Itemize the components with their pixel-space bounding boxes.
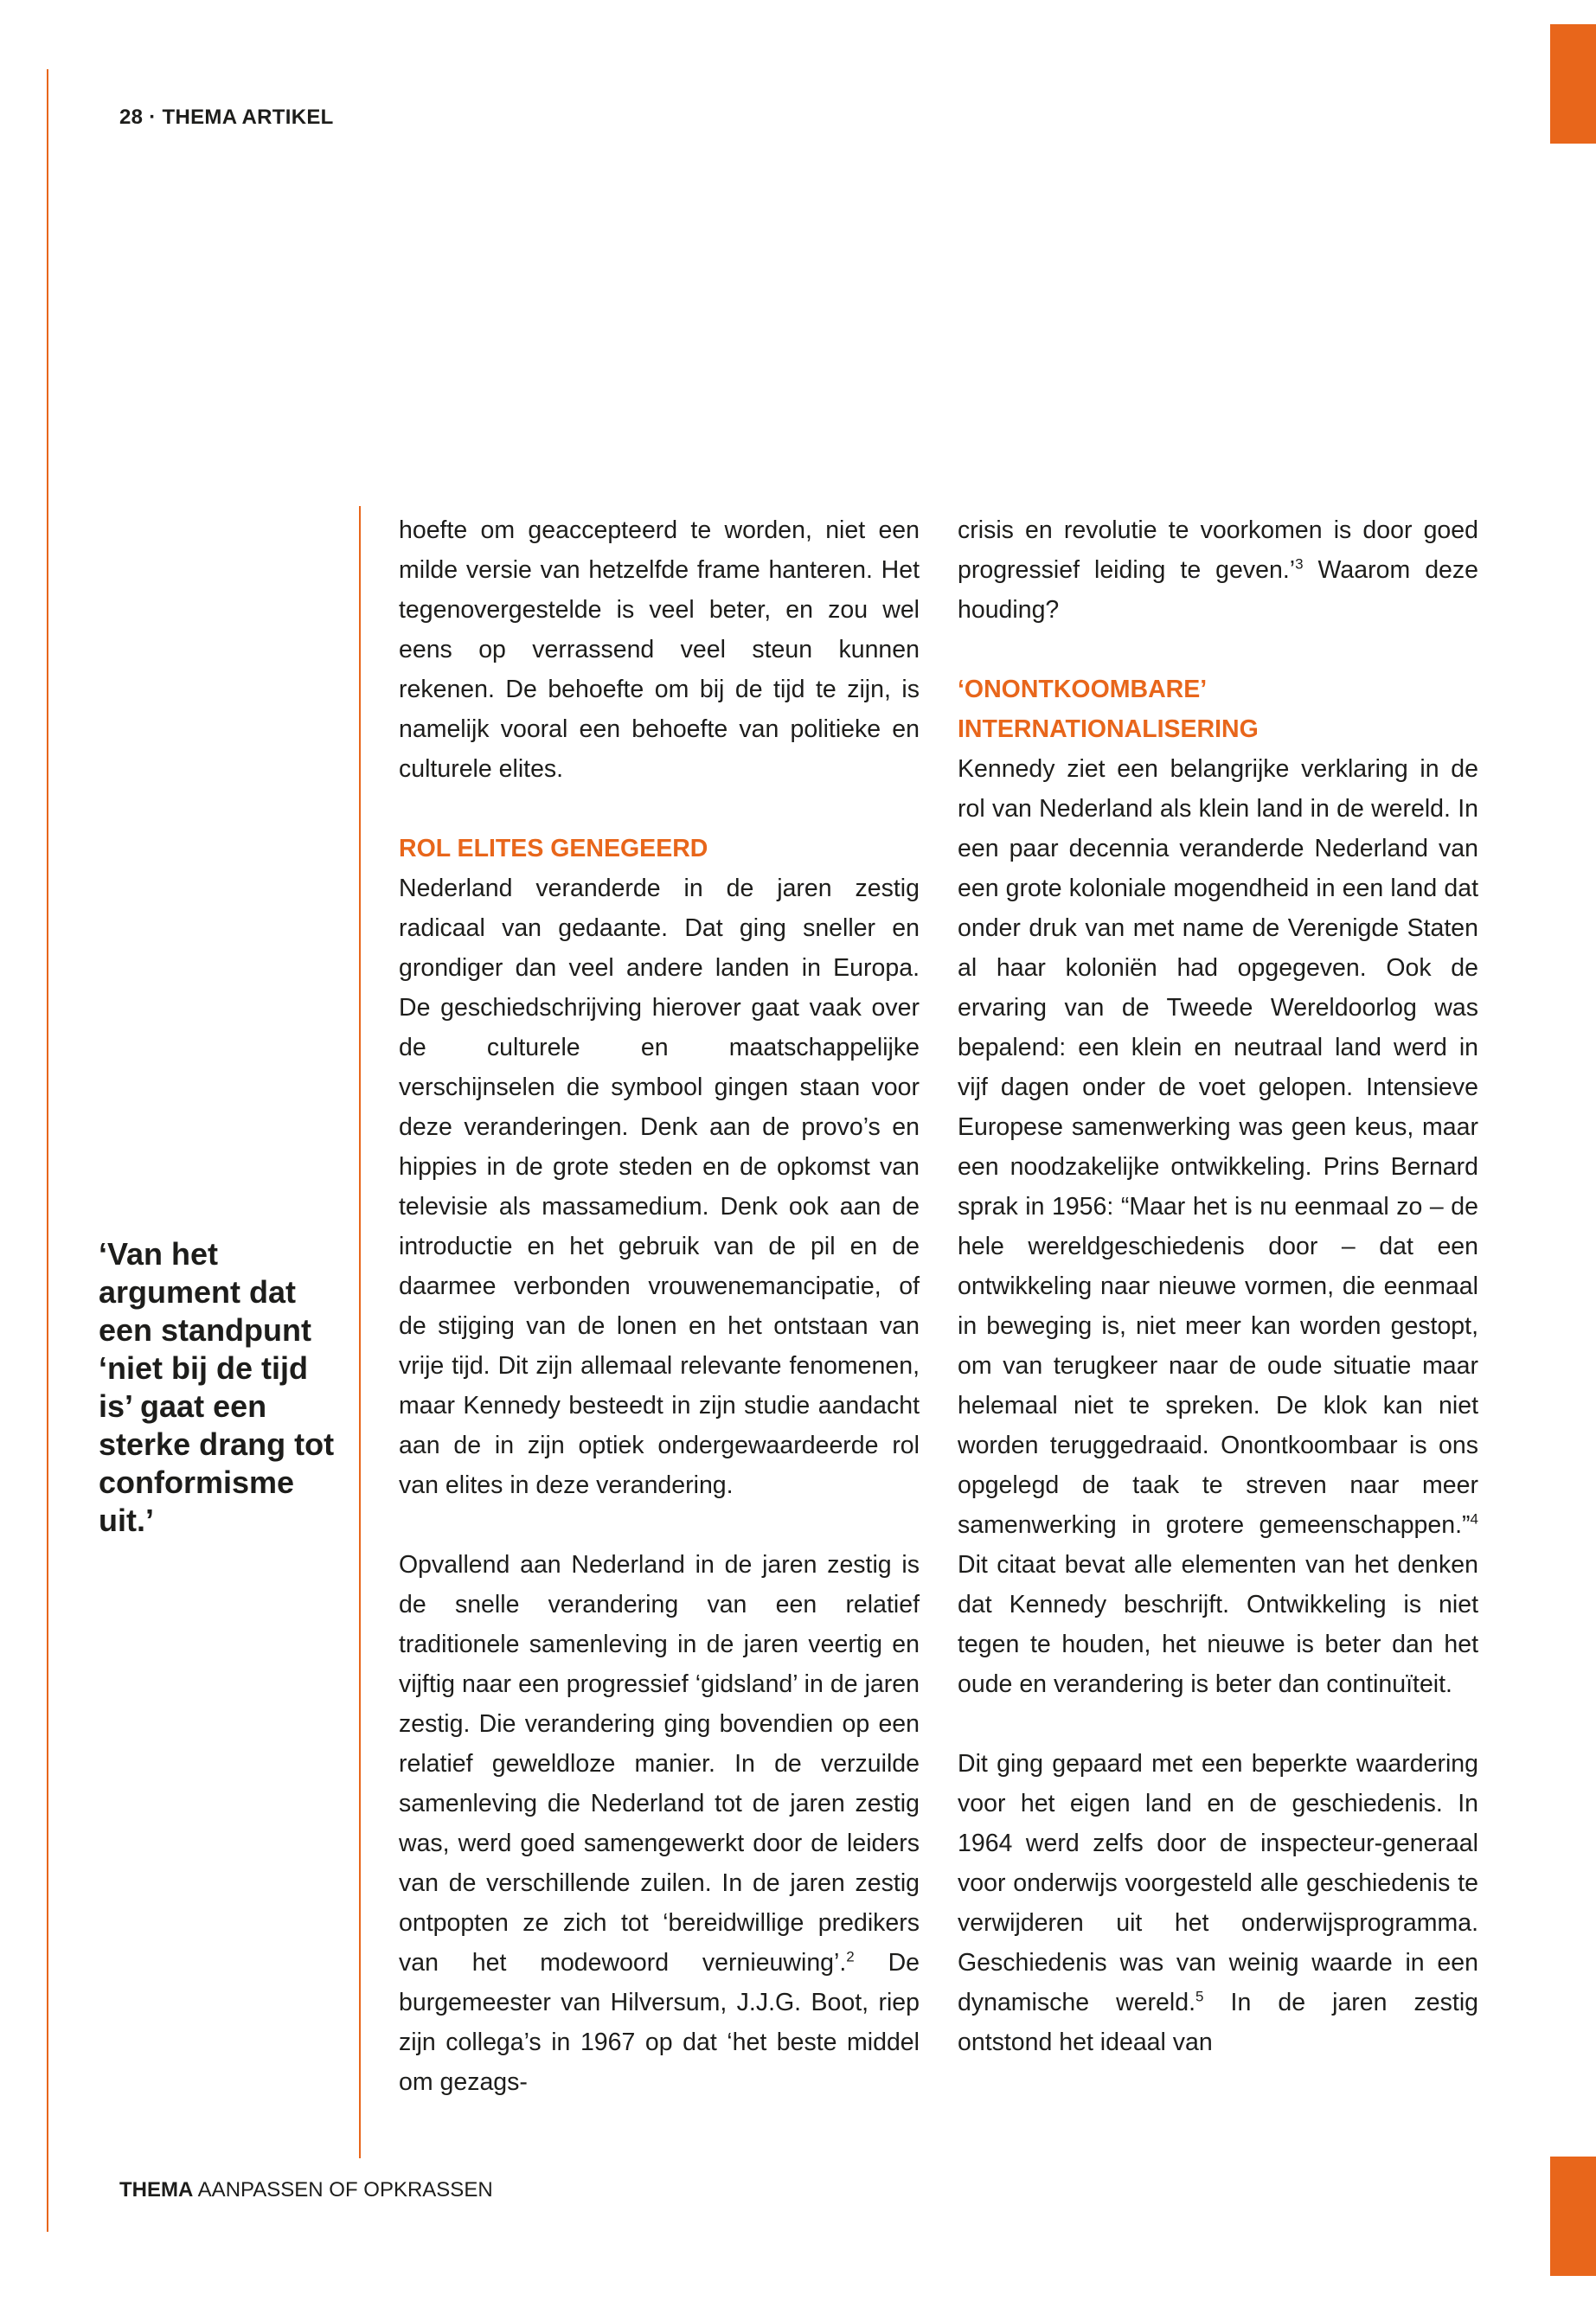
section-label: THEMA ARTIKEL <box>162 106 334 129</box>
section-heading: ROL ELITES GENEGEERD <box>399 835 708 862</box>
page-number: 28 <box>119 106 144 129</box>
paragraph-text: In de jaren zestig ontstond het ideaal van <box>958 1989 1479 2056</box>
footnote-ref[interactable]: 2 <box>846 1948 855 1965</box>
footnote-ref[interactable]: 4 <box>1470 1510 1478 1528</box>
quote-divider <box>359 506 361 2158</box>
paragraph-text: Dit citaat bevat alle elementen van het denken dat Kennedy beschrijft. Ontwikkeling is niet tegen te houden, het nieuwe is beter dan het oude en verandering is beter dan continuïteit. <box>958 1551 1478 1698</box>
paragraph <box>958 510 1478 630</box>
footer-brand: THEMA <box>119 2178 194 2202</box>
orange-tab-bottom <box>1550 2157 1596 2276</box>
text-column-1 <box>399 510 920 2102</box>
paragraph <box>958 749 1478 1704</box>
page-footer <box>119 2178 493 2202</box>
paragraph-text: Kennedy ziet een belangrijke verklaring in de rol van Nederland als klein land in de wereld. In een paar decennia veranderde Nederland van een grote koloniale mogendheid in een land dat onder druk van met name de Verenigde Staten al haar koloniën had opgegeven. Ook de ervaring van de Tweede Wereldoorlog was bepalend: een klein en neutraal land werd in vijf dagen onder de voet gelopen. Intensieve Europese samenwerking was geen keus, maar een noodzakelijke ontwikkeling. Prins Bernard sprak in 1956: “Maar het is nu eenmaal zo – de hele wereldgeschiedenis door – dat een ontwikkeling naar nieuwe vormen, die eenmaal in beweging is, niet meer kan worden gestopt, om van terugkeer naar de oude situatie maar helemaal niet te spreken. De klok kan niet worden teruggedraaid. Onontkoombaar is ons opgelegd de taak te streven naar meer samenwerking in grotere gemeenschappen.” <box>958 755 1478 1539</box>
header-separator: · <box>149 106 157 129</box>
paragraph-text: Dit ging gepaard met een beperkte waardering voor het eigen land en de geschiedenis. In 1964 werd zelfs door de inspecteur-generaal voor onderwijs voorgesteld alle geschiedenis te verwijderen uit het onderwijsprogramma. Geschiedenis was van weinig waarde in een dynamische wereld. <box>958 1750 1478 2016</box>
page-header <box>119 106 334 130</box>
footnote-ref[interactable]: 5 <box>1195 1988 1204 2005</box>
section-heading: ‘ONONTKOOMBARE’ INTERNATIONALISERING <box>958 676 1259 743</box>
pull-quote: ‘Van het argument dat een standpunt ‘niet bij de tijd is’ gaat een sterke drang tot conformisme uit.’ <box>99 1236 335 1538</box>
paragraph: Nederland veranderde in de jaren zestig radicaal van gedaante. Dat ging sneller en grondiger dan veel andere landen in Europa. De geschiedschrijving hierover gaat vaak over de culturele en maatschappelijke verschijnselen die symbool gingen staan voor deze veranderingen. Denk aan de provo’s en hippies in de grote steden en de opkomst van televisie als massamedium. Denk ook aan de introductie en het gebruik van de pil en de daarmee verbonden vrouwenemancipatie, of de stijging van de lonen en het ontstaan van vrije tijd. Dit zijn allemaal relevante fenomenen, maar Kennedy besteedt in zijn studie aandacht aan de in zijn optiek ondergewaardeerde rol van elites in deze verandering. <box>399 875 920 1499</box>
footnote-ref[interactable]: 3 <box>1295 555 1304 573</box>
paragraph-text: Opvallend aan Nederland in de jaren zestig is de snelle verandering van een relatief traditionele samenleving in de jaren veertig en vijftig naar een progressief ‘gidsland’ in de jaren zestig. Die verandering ging bovendien op een relatief geweldloze manier. In de verzuilde samenleving die Nederland tot de jaren zestig was, werd goed samengewerkt door de leiders van de verschillende zuilen. In de jaren zestig ontpopten ze zich tot ‘bereidwillige predikers van het modewoord vernieuwing’. <box>399 1551 920 1977</box>
footer-title: AANPASSEN OF OPKRASSEN <box>193 2178 493 2202</box>
margin-rule <box>47 69 48 2232</box>
paragraph <box>399 1545 920 2102</box>
paragraph <box>958 1744 1478 2062</box>
paragraph-text: crisis en revolutie te voorkomen is door goed progressief leiding te geven.’ <box>958 516 1478 584</box>
paragraph-text: De burgemeester van Hilversum, J.J.G. Boot, riep zijn collega’s in 1967 op dat ‘het beste middel om gezags- <box>399 1949 920 2096</box>
text-column-2 <box>958 510 1478 2062</box>
orange-tab-top <box>1550 24 1596 144</box>
paragraph-text: Waarom deze houding? <box>958 556 1478 624</box>
paragraph: hoefte om geaccepteerd te worden, niet een milde versie van hetzelfde frame hanteren. Het tegenovergestelde is veel beter, en zou wel eens op verrassend veel steun kunnen rekenen. De behoefte om bij de tijd te zijn, is namelijk vooral een behoefte van politieke en culturele elites. <box>399 516 920 783</box>
